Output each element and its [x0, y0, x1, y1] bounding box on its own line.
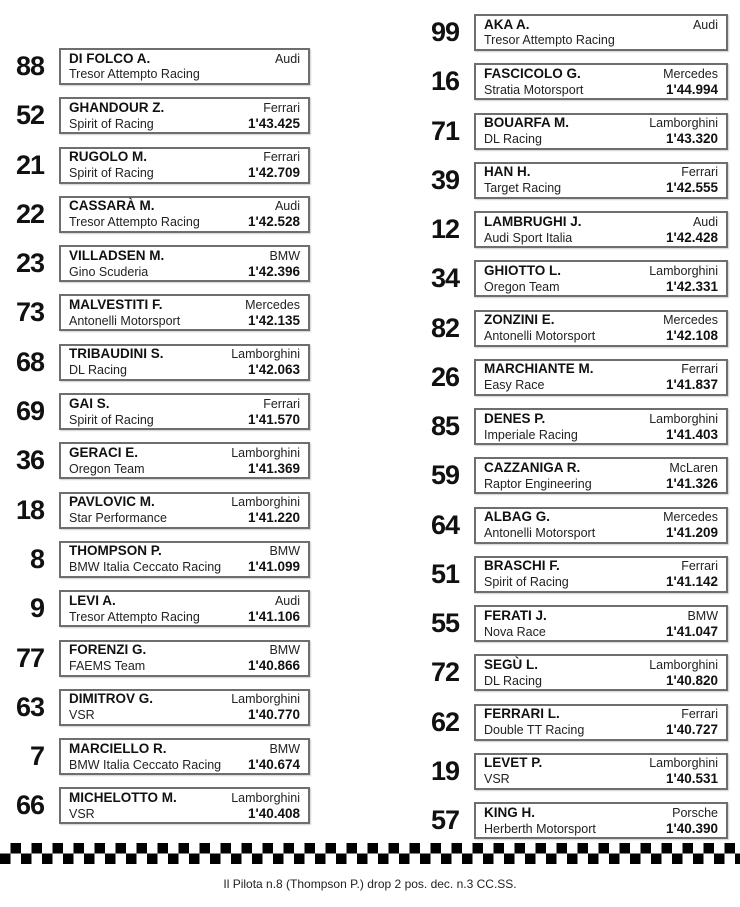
- driver-name: LEVET P.: [484, 755, 543, 771]
- card-bottom-line: [69, 362, 300, 378]
- lap-time: 1'42.135: [247, 312, 300, 328]
- entry-row: [0, 689, 310, 726]
- card-bottom-line: [484, 673, 718, 689]
- lap-time: 1'42.396: [247, 263, 300, 279]
- team-name: BMW Italia Ceccato Racing: [69, 560, 222, 575]
- driver-card: [474, 654, 728, 691]
- card-top-line: [69, 642, 300, 658]
- driver-card: [474, 457, 728, 494]
- driver-name: CAZZANIGA R.: [484, 459, 581, 475]
- card-bottom-line: [484, 131, 718, 147]
- lap-time: 1'40.674: [247, 756, 300, 772]
- car-brand: BMW: [269, 643, 300, 658]
- driver-card: [474, 162, 728, 199]
- car-brand: Audi: [692, 214, 718, 229]
- lap-time: 1'42.428: [665, 229, 718, 245]
- entry-row: [0, 393, 310, 430]
- card-top-line: [484, 17, 718, 33]
- car-number: 7: [29, 741, 44, 772]
- driver-name: PAVLOVIC M.: [69, 494, 155, 510]
- driver-name: GAI S.: [69, 395, 110, 411]
- driver-name: FERATI J.: [484, 607, 547, 623]
- driver-card: [474, 260, 728, 297]
- entry-row: [415, 310, 728, 347]
- car-number: 73: [15, 297, 44, 328]
- team-name: VSR: [484, 772, 510, 787]
- card-bottom-line: [69, 757, 300, 773]
- entry-row: [415, 507, 728, 544]
- team-name: VSR: [69, 708, 95, 723]
- car-number: 34: [430, 263, 459, 294]
- lap-time: 1'43.320: [665, 131, 718, 146]
- car-brand: McLaren: [669, 460, 718, 475]
- driver-card: [474, 14, 728, 51]
- car-number: 82: [430, 312, 459, 343]
- entry-row: [415, 162, 728, 199]
- entry-row: [0, 245, 310, 282]
- card-top-line: [484, 263, 718, 279]
- car-number: 21: [15, 149, 44, 180]
- card-top-line: [69, 198, 300, 214]
- car-brand: Lamborghini: [231, 445, 300, 460]
- car-number: 77: [15, 642, 44, 673]
- team-name: DL Racing: [484, 132, 542, 146]
- penalty-note: Il Pilota n.8 (Thompson P.) drop 2 pos. dec. n.3 CC.SS.: [223, 877, 517, 891]
- driver-card: [474, 704, 728, 741]
- driver-name: TRIBAUDINI S.: [69, 346, 164, 362]
- car-number: 69: [15, 396, 44, 427]
- entry-row: [0, 97, 310, 134]
- car-brand: Audi: [274, 593, 300, 608]
- team-name: Oregon Team: [484, 279, 560, 294]
- car-number: 63: [15, 691, 44, 722]
- driver-card: [59, 393, 310, 430]
- car-brand: BMW: [269, 544, 300, 559]
- car-brand: Mercedes: [663, 313, 718, 327]
- lap-time: 1'41.047: [665, 623, 718, 639]
- lap-time: 1'41.570: [247, 411, 300, 427]
- car-brand: Mercedes: [663, 66, 718, 81]
- card-bottom-line: [484, 33, 718, 48]
- team-name: Nova Race: [484, 624, 546, 639]
- driver-name: MARCHIANTE M.: [484, 361, 594, 377]
- car-brand: Lamborghini: [649, 116, 718, 130]
- lap-time: 1'41.209: [665, 525, 718, 540]
- driver-name: MALVESTITI F.: [69, 296, 163, 312]
- car-number: 71: [430, 115, 459, 146]
- driver-name: DIMITROV G.: [69, 691, 153, 707]
- card-bottom-line: [69, 412, 300, 428]
- team-name: Double TT Racing: [484, 723, 585, 737]
- car-brand: Porsche: [672, 805, 718, 820]
- driver-card: [59, 590, 310, 627]
- car-brand: Mercedes: [663, 510, 718, 524]
- lap-time: 1'40.408: [247, 805, 300, 821]
- lap-time: 1'41.369: [247, 460, 300, 476]
- card-bottom-line: [69, 658, 300, 674]
- card-bottom-line: [484, 328, 718, 344]
- card-top-line: [484, 657, 718, 673]
- entry-row: [415, 605, 728, 642]
- card-bottom-line: [484, 476, 718, 492]
- results-column-left: [0, 48, 310, 824]
- car-brand: Audi: [274, 199, 300, 214]
- car-brand: Ferrari: [681, 165, 718, 180]
- team-name: FAEMS Team: [69, 659, 146, 674]
- card-top-line: [69, 248, 300, 264]
- card-bottom-line: [69, 707, 300, 723]
- driver-card: [474, 605, 728, 642]
- driver-card: [474, 408, 728, 445]
- entry-row: [415, 704, 728, 741]
- card-top-line: [484, 509, 718, 525]
- lap-time: 1'40.727: [665, 722, 718, 737]
- car-number: 66: [15, 790, 44, 821]
- team-name: Spirit of Racing: [69, 116, 154, 131]
- lap-time: 1'42.555: [665, 180, 718, 196]
- driver-card: [474, 753, 728, 790]
- entry-row: [0, 344, 310, 381]
- card-bottom-line: [69, 214, 300, 230]
- entry-row: [0, 541, 310, 578]
- entry-row: [0, 492, 310, 529]
- card-bottom-line: [484, 624, 718, 640]
- team-name: Spirit of Racing: [69, 412, 154, 427]
- car-number: 85: [430, 411, 459, 441]
- car-brand: Lamborghini: [649, 756, 718, 771]
- entry-row: [415, 359, 728, 396]
- card-top-line: [69, 790, 300, 806]
- card-top-line: [484, 805, 718, 821]
- lap-time: 1'44.994: [665, 81, 718, 97]
- driver-name: RUGOLO M.: [69, 149, 147, 165]
- car-brand: Ferrari: [263, 396, 300, 411]
- entry-row: [415, 408, 728, 445]
- driver-card: [474, 310, 728, 347]
- entry-row: [0, 640, 310, 677]
- results-column-right: [415, 14, 728, 839]
- driver-card: [59, 640, 310, 677]
- lap-time: 1'42.063: [247, 362, 300, 378]
- team-name: Herberth Motorsport: [484, 821, 596, 836]
- card-top-line: [69, 691, 300, 707]
- driver-card: [474, 556, 728, 593]
- car-brand: Ferrari: [681, 559, 718, 574]
- car-brand: Audi: [274, 52, 300, 66]
- driver-name: MICHELOTTO M.: [69, 789, 177, 805]
- card-bottom-line: [69, 116, 300, 132]
- lap-time: 1'40.770: [247, 707, 300, 723]
- card-top-line: [69, 100, 300, 116]
- driver-name: ALBAG G.: [484, 509, 550, 524]
- entry-row: [0, 147, 310, 184]
- car-brand: Lamborghini: [231, 495, 300, 510]
- driver-card: [59, 787, 310, 824]
- entry-row: [415, 14, 728, 51]
- card-bottom-line: [484, 427, 718, 443]
- driver-name: VILLADSEN M.: [69, 247, 165, 263]
- driver-name: THOMPSON P.: [69, 543, 162, 559]
- car-number: 19: [430, 755, 459, 786]
- car-number: 22: [15, 198, 44, 229]
- car-number: 23: [15, 248, 44, 279]
- entry-row: [415, 654, 728, 691]
- team-name: Tresor Attempto Racing: [69, 609, 200, 624]
- card-top-line: [484, 214, 718, 230]
- team-name: Stratia Motorsport: [484, 82, 584, 97]
- card-top-line: [484, 411, 718, 427]
- card-top-line: [484, 115, 718, 131]
- car-number: 64: [430, 509, 459, 540]
- team-name: Tresor Attempto Racing: [69, 215, 200, 230]
- car-number: 72: [430, 657, 459, 688]
- car-number: 99: [430, 17, 459, 47]
- card-bottom-line: [484, 525, 718, 541]
- driver-name: LEVI A.: [69, 592, 116, 608]
- team-name: Antonelli Motorsport: [484, 329, 596, 343]
- car-brand: Mercedes: [245, 297, 300, 312]
- car-number: 8: [29, 543, 44, 574]
- card-top-line: [484, 66, 718, 82]
- entry-row: [415, 260, 728, 297]
- driver-card: [59, 442, 310, 479]
- driver-name: FERRARI L.: [484, 706, 560, 721]
- card-top-line: [484, 706, 718, 722]
- team-name: Tresor Attempto Racing: [484, 33, 615, 47]
- car-number: 68: [15, 346, 44, 377]
- car-brand: Ferrari: [681, 707, 718, 721]
- entry-row: [0, 787, 310, 824]
- driver-name: DI FOLCO A.: [69, 51, 151, 66]
- lap-time: 1'41.220: [247, 510, 300, 526]
- entry-row: [415, 211, 728, 248]
- driver-name: BOUARFA M.: [484, 115, 569, 130]
- lap-time: 1'41.403: [665, 426, 718, 442]
- driver-card: [59, 492, 310, 529]
- car-brand: Audi: [692, 18, 718, 32]
- driver-card: [59, 689, 310, 726]
- lap-time: 1'42.528: [247, 214, 300, 230]
- car-brand: Lamborghini: [649, 411, 718, 426]
- card-top-line: [484, 312, 718, 328]
- team-name: Antonelli Motorsport: [69, 313, 181, 328]
- driver-name: GHANDOUR Z.: [69, 99, 165, 115]
- car-brand: Ferrari: [263, 150, 300, 165]
- driver-card: [59, 196, 310, 233]
- driver-name: FORENZI G.: [69, 642, 147, 658]
- card-top-line: [484, 558, 718, 574]
- car-number: 36: [15, 445, 44, 476]
- card-bottom-line: [69, 510, 300, 526]
- team-name: Target Racing: [484, 181, 562, 196]
- car-brand: Lamborghini: [231, 692, 300, 707]
- lap-time: 1'42.709: [247, 165, 300, 181]
- entry-row: [415, 113, 728, 150]
- team-name: DL Racing: [484, 673, 542, 688]
- driver-card: [59, 245, 310, 282]
- team-name: BMW Italia Ceccato Racing: [69, 757, 222, 772]
- entry-row: [0, 294, 310, 331]
- card-bottom-line: [69, 461, 300, 477]
- card-bottom-line: [69, 559, 300, 575]
- lap-time: 1'40.390: [665, 820, 718, 836]
- car-brand: Ferrari: [681, 362, 718, 377]
- driver-name: ZONZINI E.: [484, 312, 555, 327]
- lap-time: 1'43.425: [247, 115, 300, 131]
- car-number: 62: [430, 706, 459, 737]
- lap-time: 1'42.108: [665, 328, 718, 343]
- entry-row: [0, 442, 310, 479]
- team-name: Imperiale Racing: [484, 427, 578, 442]
- team-name: DL Racing: [69, 363, 127, 378]
- car-brand: BMW: [687, 608, 718, 623]
- car-brand: BMW: [269, 248, 300, 263]
- team-name: Easy Race: [484, 378, 545, 393]
- car-brand: Lamborghini: [231, 347, 300, 362]
- lap-time: 1'41.837: [665, 377, 718, 393]
- team-name: Spirit of Racing: [69, 166, 154, 181]
- card-bottom-line: [484, 771, 718, 787]
- car-number: 39: [430, 164, 459, 195]
- team-name: Oregon Team: [69, 461, 145, 476]
- card-bottom-line: [484, 377, 718, 393]
- card-top-line: [69, 741, 300, 757]
- driver-card: [474, 359, 728, 396]
- car-number: 59: [430, 460, 459, 491]
- driver-name: LAMBRUGHI J.: [484, 213, 582, 229]
- card-top-line: [69, 494, 300, 510]
- checkered-flag-strip: [0, 843, 740, 864]
- driver-card: [59, 344, 310, 381]
- card-top-line: [484, 164, 718, 180]
- driver-card: [474, 113, 728, 150]
- card-bottom-line: [484, 722, 718, 738]
- driver-name: KING H.: [484, 804, 536, 820]
- lap-time: 1'41.106: [247, 608, 300, 624]
- team-name: Tresor Attempto Racing: [69, 67, 200, 81]
- driver-card: [474, 802, 728, 839]
- driver-card: [474, 63, 728, 100]
- car-number: 88: [15, 51, 44, 81]
- card-top-line: [484, 460, 718, 476]
- card-bottom-line: [484, 180, 718, 196]
- driver-name: MARCIELLO R.: [69, 740, 167, 756]
- car-brand: Lamborghini: [649, 657, 718, 672]
- card-top-line: [69, 543, 300, 559]
- car-number: 16: [430, 66, 459, 97]
- entry-row: [415, 457, 728, 494]
- driver-name: BRASCHI F.: [484, 558, 560, 574]
- driver-name: GERACI E.: [69, 444, 139, 460]
- card-bottom-line: [69, 165, 300, 181]
- entry-row: [415, 753, 728, 790]
- driver-name: HAN H.: [484, 164, 531, 180]
- card-bottom-line: [69, 806, 300, 822]
- car-number: 18: [15, 494, 44, 525]
- lap-time: 1'40.531: [665, 771, 718, 787]
- card-bottom-line: [69, 67, 300, 82]
- card-top-line: [69, 346, 300, 362]
- driver-name: DENES P.: [484, 410, 546, 426]
- driver-card: [59, 147, 310, 184]
- car-brand: Ferrari: [263, 100, 300, 115]
- card-bottom-line: [484, 279, 718, 295]
- car-number: 57: [430, 805, 459, 835]
- card-top-line: [69, 396, 300, 412]
- driver-name: GHIOTTO L.: [484, 262, 561, 278]
- driver-card: [474, 507, 728, 544]
- team-name: Spirit of Racing: [484, 575, 569, 590]
- car-number: 52: [15, 100, 44, 131]
- lap-time: 1'41.326: [665, 475, 718, 491]
- driver-card: [59, 738, 310, 775]
- card-bottom-line: [69, 609, 300, 625]
- car-number: 12: [430, 214, 459, 244]
- car-brand: Lamborghini: [649, 263, 718, 278]
- card-bottom-line: [484, 230, 718, 246]
- driver-card: [59, 48, 310, 85]
- card-top-line: [484, 608, 718, 624]
- driver-card: [59, 541, 310, 578]
- car-number: 55: [430, 608, 459, 638]
- lap-time: 1'40.820: [665, 672, 718, 688]
- car-number: 51: [430, 558, 459, 589]
- team-name: VSR: [69, 806, 95, 821]
- car-brand: Lamborghini: [231, 790, 300, 805]
- lap-time: 1'40.866: [247, 658, 300, 674]
- card-top-line: [69, 593, 300, 609]
- driver-name: FASCICOLO G.: [484, 65, 581, 81]
- card-top-line: [69, 51, 300, 67]
- entry-row: [0, 738, 310, 775]
- card-top-line: [69, 297, 300, 313]
- car-number: 9: [29, 593, 44, 624]
- driver-name: CASSARÀ M.: [69, 198, 155, 214]
- entry-row: [415, 802, 728, 839]
- car-number: 26: [430, 361, 459, 392]
- lap-time: 1'41.099: [247, 559, 300, 575]
- card-top-line: [484, 755, 718, 771]
- card-bottom-line: [484, 574, 718, 590]
- team-name: Raptor Engineering: [484, 476, 592, 491]
- entry-row: [0, 48, 310, 85]
- team-name: Antonelli Motorsport: [484, 526, 596, 540]
- driver-card: [59, 97, 310, 134]
- lap-time: 1'41.142: [665, 574, 718, 590]
- entry-row: [415, 556, 728, 593]
- team-name: Gino Scuderia: [69, 264, 149, 279]
- card-bottom-line: [484, 821, 718, 837]
- card-bottom-line: [484, 82, 718, 98]
- card-top-line: [69, 149, 300, 165]
- card-bottom-line: [69, 313, 300, 329]
- entry-row: [415, 63, 728, 100]
- lap-time: 1'42.331: [665, 278, 718, 294]
- card-bottom-line: [69, 264, 300, 280]
- team-name: Star Performance: [69, 511, 167, 526]
- team-name: Audi Sport Italia: [484, 230, 573, 245]
- entry-row: [0, 590, 310, 627]
- driver-card: [474, 211, 728, 248]
- driver-name: SEGÙ L.: [484, 656, 539, 672]
- entry-row: [0, 196, 310, 233]
- car-brand: BMW: [269, 741, 300, 756]
- driver-card: [59, 294, 310, 331]
- card-top-line: [69, 445, 300, 461]
- driver-name: AKA A.: [484, 17, 530, 32]
- card-top-line: [484, 361, 718, 377]
